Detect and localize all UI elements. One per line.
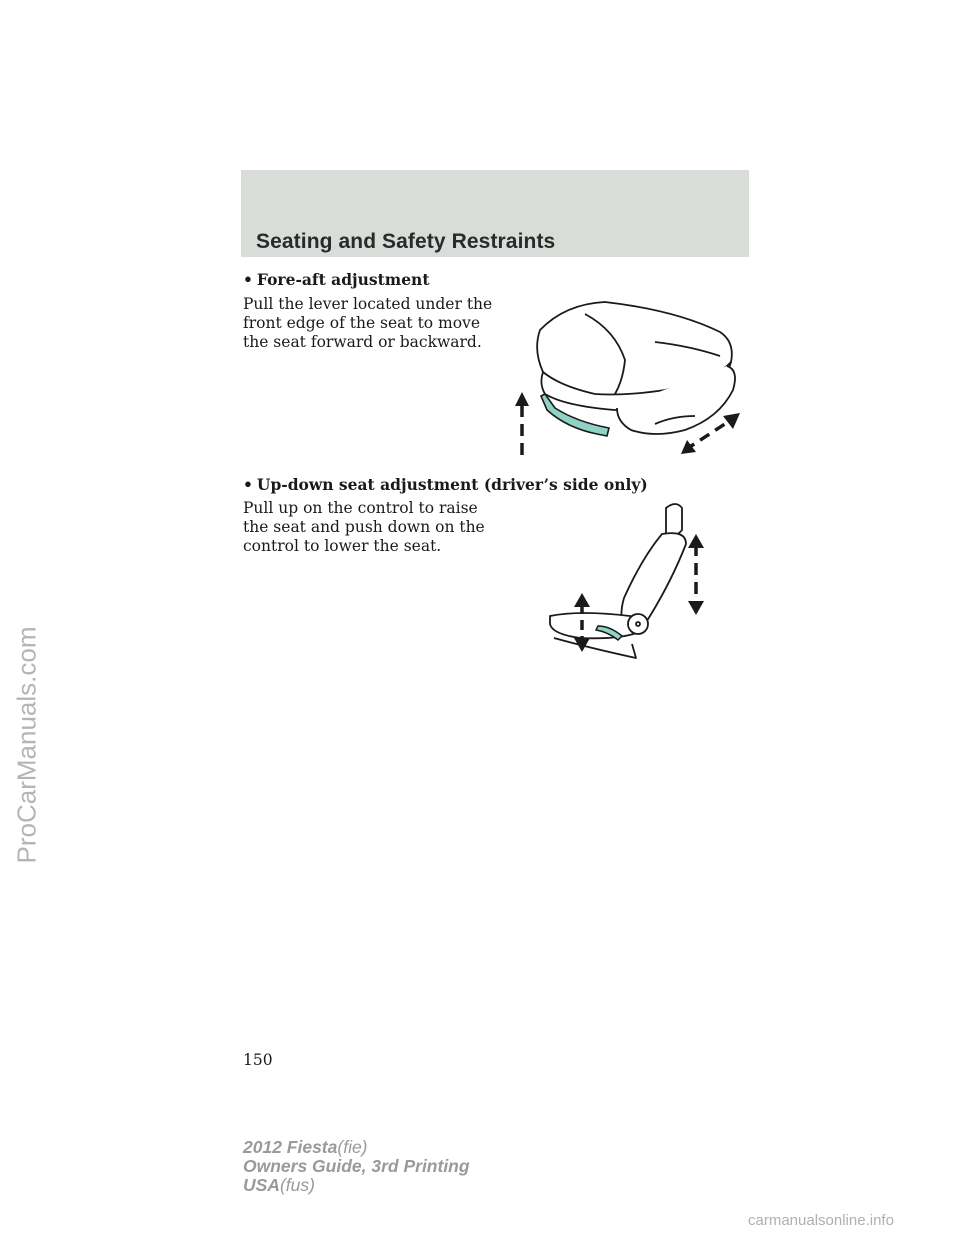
up-down-body: Pull up on the control to raise the seat and push down on the control to lower the seat. <box>243 499 485 555</box>
bullet-glyph: • <box>243 475 253 494</box>
footer-line-1 <box>243 1138 470 1157</box>
up-down-heading-text: Up-down seat adjustment (driver’s side only) <box>256 475 648 494</box>
footer-model-code: (fie) <box>337 1137 368 1157</box>
fore-aft-body: Pull the lever located under the front edge of the seat to move the seat forward or backward. <box>243 295 493 351</box>
fore-aft-heading <box>243 270 429 289</box>
up-down-seat-illustration <box>540 498 720 660</box>
footer-line-2: Owners Guide, 3rd Printing <box>243 1156 470 1176</box>
side-watermark: ProCarManuals.com <box>11 626 42 864</box>
footer-market: USA <box>243 1175 280 1195</box>
bullet-glyph: • <box>243 270 253 289</box>
footer <box>243 1138 470 1195</box>
bottom-watermark: carmanualsonline.info <box>748 1212 894 1229</box>
section-title: Seating and Safety Restraints <box>256 230 556 253</box>
footer-line-3 <box>243 1176 470 1195</box>
fore-aft-heading-text: Fore-aft adjustment <box>256 270 430 289</box>
fore-aft-seat-illustration <box>505 290 755 460</box>
footer-model: 2012 Fiesta <box>243 1137 338 1157</box>
page-number: 150 <box>243 1051 273 1069</box>
up-down-heading <box>243 475 648 494</box>
footer-market-code: (fus) <box>279 1175 315 1195</box>
